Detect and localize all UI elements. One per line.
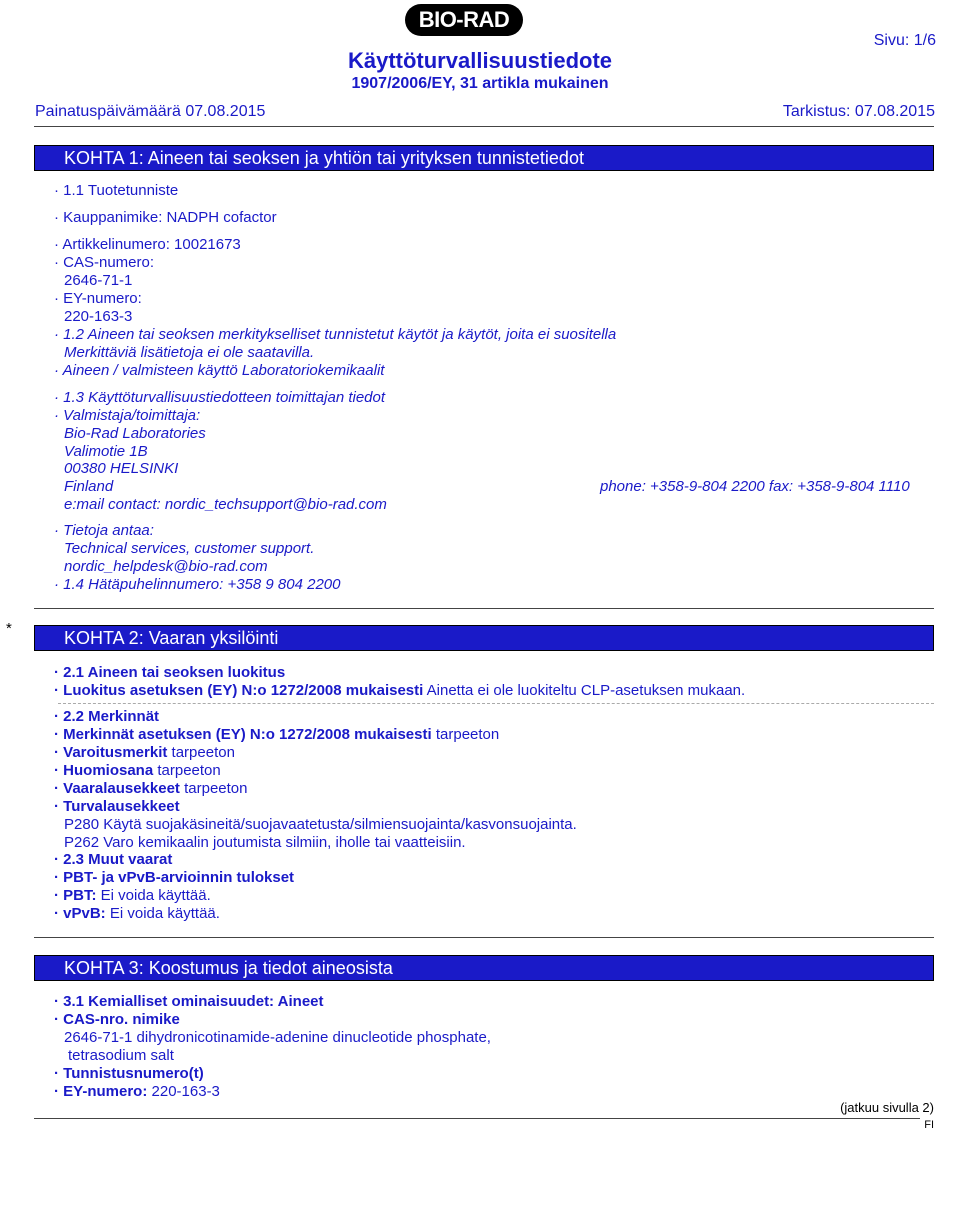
vpvb-line: [54, 905, 220, 923]
emergency-number: +358 9 804 2200: [227, 576, 341, 593]
subsection-2-3: · 2.3 Muut vaarat: [54, 851, 173, 868]
section-1-title: KOHTA 1: Aineen tai seoksen ja yhtiön tai yrityksen tunnistetiedot: [64, 148, 584, 168]
precautionary-label: · Turvalausekkeet: [54, 798, 180, 815]
hazard-statements-value: tarpeeton: [184, 780, 248, 797]
info-label: · Tietoja antaa:: [54, 522, 154, 539]
signal-word-label: · Huomiosana: [54, 762, 154, 779]
subsection-2-1: · 2.1 Aineen tai seoksen luokitus: [54, 664, 286, 681]
section-1-header: [34, 145, 934, 171]
labelling-label: · Merkinnät asetuksen (EY) N:o 1272/2008 mukaisesti: [54, 726, 432, 743]
ec-number-line: [54, 1083, 220, 1101]
print-date: Painatuspäivämäärä 07.08.2015: [35, 103, 266, 120]
dashed-divider: [58, 703, 934, 704]
supplier-phone-fax: phone: +358-9-804 2200 fax: +358-9-804 1110: [600, 478, 910, 495]
ec-number-value: 220-163-3: [64, 308, 133, 325]
section-1-divider: [34, 608, 934, 609]
ec-number-label-s3: · EY-numero:: [54, 1083, 148, 1100]
relevant-uses-text: Merkittäviä lisätietoja ei ole saatavilla.: [64, 344, 315, 361]
trade-name: · Kauppanimike: NADPH cofactor: [54, 209, 277, 226]
supplier-country: Finland: [64, 478, 114, 495]
pbt-line: [54, 887, 211, 905]
use-label: · Aineen / valmisteen käyttö: [54, 362, 238, 379]
change-marker: *: [6, 620, 12, 637]
document-subtitle: 1907/2006/EY, 31 artikla mukainen: [351, 75, 609, 92]
labelling-value: tarpeeton: [435, 726, 500, 743]
section-2-header: [34, 625, 934, 651]
logo-text: BIO-RAD: [418, 7, 510, 32]
ec-number-label: · EY-numero:: [54, 290, 142, 307]
pbt-assessment-label: · PBT- ja vPvB-arvioinnin tulokset: [54, 869, 295, 886]
cas-number-value: 2646-71-1: [64, 272, 133, 289]
cas-name-line-2: tetrasodium salt: [68, 1047, 174, 1064]
hazard-statements-line: [54, 780, 248, 798]
supplier-email[interactable]: e:mail contact: nordic_techsupport@bio-rad.com: [64, 496, 387, 513]
revision-date: Tarkistus: 07.08.2015: [782, 103, 935, 120]
footer-divider: [34, 1118, 920, 1119]
pictograms-label: · Varoitusmerkit: [54, 744, 168, 761]
bio-rad-logo: [405, 4, 523, 36]
info-email[interactable]: nordic_helpdesk@bio-rad.com: [64, 558, 268, 575]
subsection-1-1: · 1.1 Tuotetunniste: [54, 182, 179, 199]
cas-name-label: · CAS-nro. nimike: [54, 1011, 180, 1028]
document-title: Käyttöturvallisuustiedote: [347, 48, 613, 73]
precaution-p280: P280 Käytä suojakäsineitä/suojavaatetusta/silmiensuojainta/kasvonsuojainta.: [64, 816, 577, 833]
identification-label: · Tunnistusnumero(t): [54, 1065, 204, 1082]
cas-name-line-1: 2646-71-1 dihydronicotinamide-adenine dinucleotide phosphate,: [64, 1029, 491, 1046]
labelling-line: [54, 726, 499, 744]
section-2-divider: [34, 937, 934, 938]
signal-word-value: tarpeeton: [157, 762, 221, 779]
pbt-label: · PBT:: [54, 887, 97, 904]
header-divider: [34, 126, 934, 127]
section-3-title: KOHTA 3: Koostumus ja tiedot aineosista: [64, 958, 393, 978]
classification-label: · Luokitus asetuksen (EY) N:o 1272/2008 mukaisesti: [54, 682, 424, 699]
use-line: [54, 362, 384, 380]
classification-line: [54, 682, 745, 700]
signal-word-line: [54, 762, 221, 780]
pictograms-line: [54, 744, 235, 762]
emergency-line: [54, 576, 340, 594]
section-3-header: [34, 955, 934, 981]
supplier-label: · Valmistaja/toimittaja:: [54, 407, 201, 424]
use-value: Laboratoriokemikaalit: [241, 362, 385, 379]
ec-number-value-s3: 220-163-3: [151, 1083, 220, 1100]
pbt-value: Ei voida käyttää.: [100, 887, 211, 904]
vpvb-label: · vPvB:: [54, 905, 106, 922]
continued-note: (jatkuu sivulla 2): [840, 1100, 934, 1115]
page-number: Sivu: 1/6: [873, 32, 936, 49]
section-2-title: KOHTA 2: Vaaran yksilöinti: [64, 628, 279, 648]
subsection-1-3: · 1.3 Käyttöturvallisuustiedotteen toimittajan tiedot: [54, 389, 386, 406]
language-code: FI: [924, 1119, 934, 1131]
subsection-1-2: · 1.2 Aineen tai seoksen merkitykselliset tunnistetut käytöt ja käytöt, joita ei suositella: [54, 326, 617, 343]
emergency-label: · 1.4 Hätäpuhelinnumero:: [54, 576, 224, 593]
cas-number-label: · CAS-numero:: [54, 254, 155, 271]
article-number: · Artikkelinumero: 10021673: [54, 236, 241, 253]
pictograms-value: tarpeeton: [171, 744, 235, 761]
subsection-2-2: · 2.2 Merkinnät: [54, 708, 160, 725]
classification-value: Ainetta ei ole luokiteltu CLP-asetuksen mukaan.: [426, 682, 746, 699]
subsection-3-1: · 3.1 Kemialliset ominaisuudet: Aineet: [54, 993, 324, 1010]
supplier-street: Valimotie 1B: [64, 443, 148, 460]
vpvb-value: Ei voida käyttää.: [109, 905, 220, 922]
supplier-city: 00380 HELSINKI: [64, 460, 179, 477]
precaution-p262: P262 Varo kemikaalin joutumista silmiin, iholle tai vaatteisiin.: [64, 834, 466, 851]
supplier-name: Bio-Rad Laboratories: [64, 425, 206, 442]
info-line-1: Technical services, customer support.: [64, 540, 315, 557]
hazard-statements-label: · Vaaralausekkeet: [54, 780, 180, 797]
